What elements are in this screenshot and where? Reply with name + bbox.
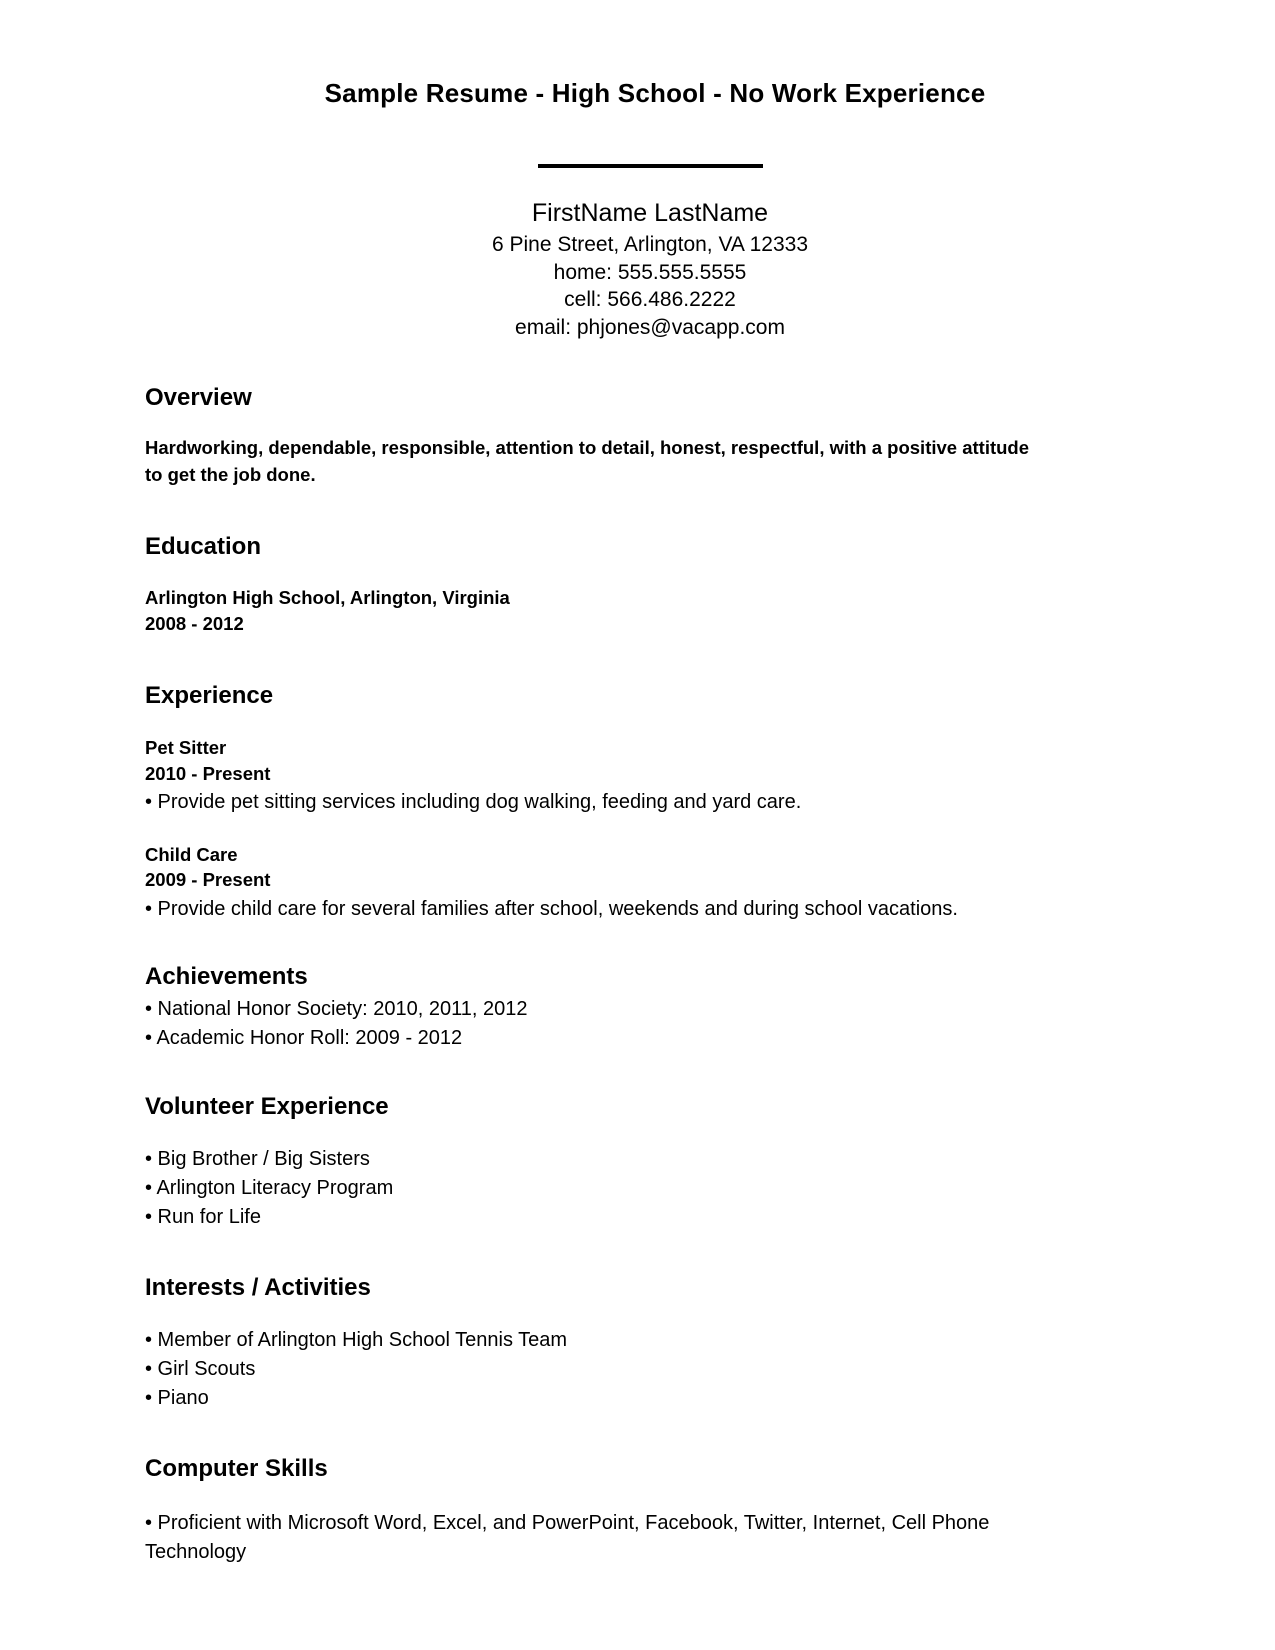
job-description: • Provide pet sitting services including dog walking, feeding and yard care.	[145, 791, 802, 814]
list-item: • Arlington Literacy Program	[145, 1176, 394, 1199]
section-volunteer-experience	[145, 1093, 1155, 1232]
list-item: • National Honor Society: 2010, 2011, 2012	[145, 997, 528, 1020]
section-overview	[145, 384, 1155, 489]
page-title: Sample Resume - High School - No Work Experience	[324, 78, 986, 108]
list-item: • Big Brother / Big Sisters	[145, 1147, 370, 1170]
section-heading-achievements: Achievements	[145, 962, 308, 990]
job-title: Child Care	[145, 843, 238, 865]
interests-list	[145, 1326, 1155, 1413]
section-education	[145, 533, 1155, 639]
contact-address: 6 Pine Street, Arlington, VA 12333	[492, 233, 808, 256]
section-heading-overview: Overview	[145, 383, 252, 411]
list-item: • Run for Life	[145, 1205, 261, 1228]
contact-block	[145, 197, 1155, 342]
contact-home-phone: home: 555.555.5555	[553, 260, 747, 284]
education-dates: 2008 - 2012	[145, 613, 244, 635]
overview-text: Hardworking, dependable, responsible, attention to detail, honest, respectful, with a positive attitude to get the job done.	[145, 436, 1030, 485]
job-description: • Provide child care for several families after school, weekends and during school vacations.	[145, 897, 958, 920]
divider-line	[538, 164, 763, 168]
education-school: Arlington High School, Arlington, Virginia	[145, 586, 510, 608]
title-divider	[145, 157, 1155, 175]
education-entry	[145, 585, 1155, 639]
list-item: • Piano	[145, 1386, 209, 1409]
list-item: • Girl Scouts	[145, 1357, 256, 1380]
experience-item	[145, 842, 1155, 923]
contact-email: email: phjones@vacapp.com	[515, 316, 785, 340]
section-achievements	[145, 963, 1155, 1053]
section-heading-volunteer: Volunteer Experience	[145, 1092, 389, 1120]
skills-text: • Proficient with Microsoft Word, Excel, and PowerPoint, Facebook, Twitter, Internet, Cell Phone Technology	[145, 1511, 990, 1563]
section-heading-interests: Interests / Activities	[145, 1273, 371, 1301]
volunteer-list	[145, 1145, 1155, 1232]
job-dates: 2009 - Present	[145, 869, 271, 891]
section-heading-experience: Experience	[145, 682, 274, 710]
experience-item	[145, 735, 1155, 816]
candidate-name: FirstName LastName	[531, 199, 769, 227]
section-computer-skills	[145, 1455, 1155, 1567]
job-dates: 2010 - Present	[145, 762, 271, 784]
job-title: Pet Sitter	[145, 737, 227, 759]
list-item: • Member of Arlington High School Tennis Team	[145, 1328, 568, 1351]
section-interests-activities	[145, 1274, 1155, 1413]
section-heading-education: Education	[145, 532, 262, 560]
section-experience	[145, 682, 1155, 923]
achievements-list	[145, 995, 1155, 1053]
contact-cell-phone: cell: 566.486.2222	[564, 288, 736, 312]
section-heading-skills: Computer Skills	[145, 1454, 328, 1482]
list-item: • Academic Honor Roll: 2009 - 2012	[145, 1026, 463, 1049]
